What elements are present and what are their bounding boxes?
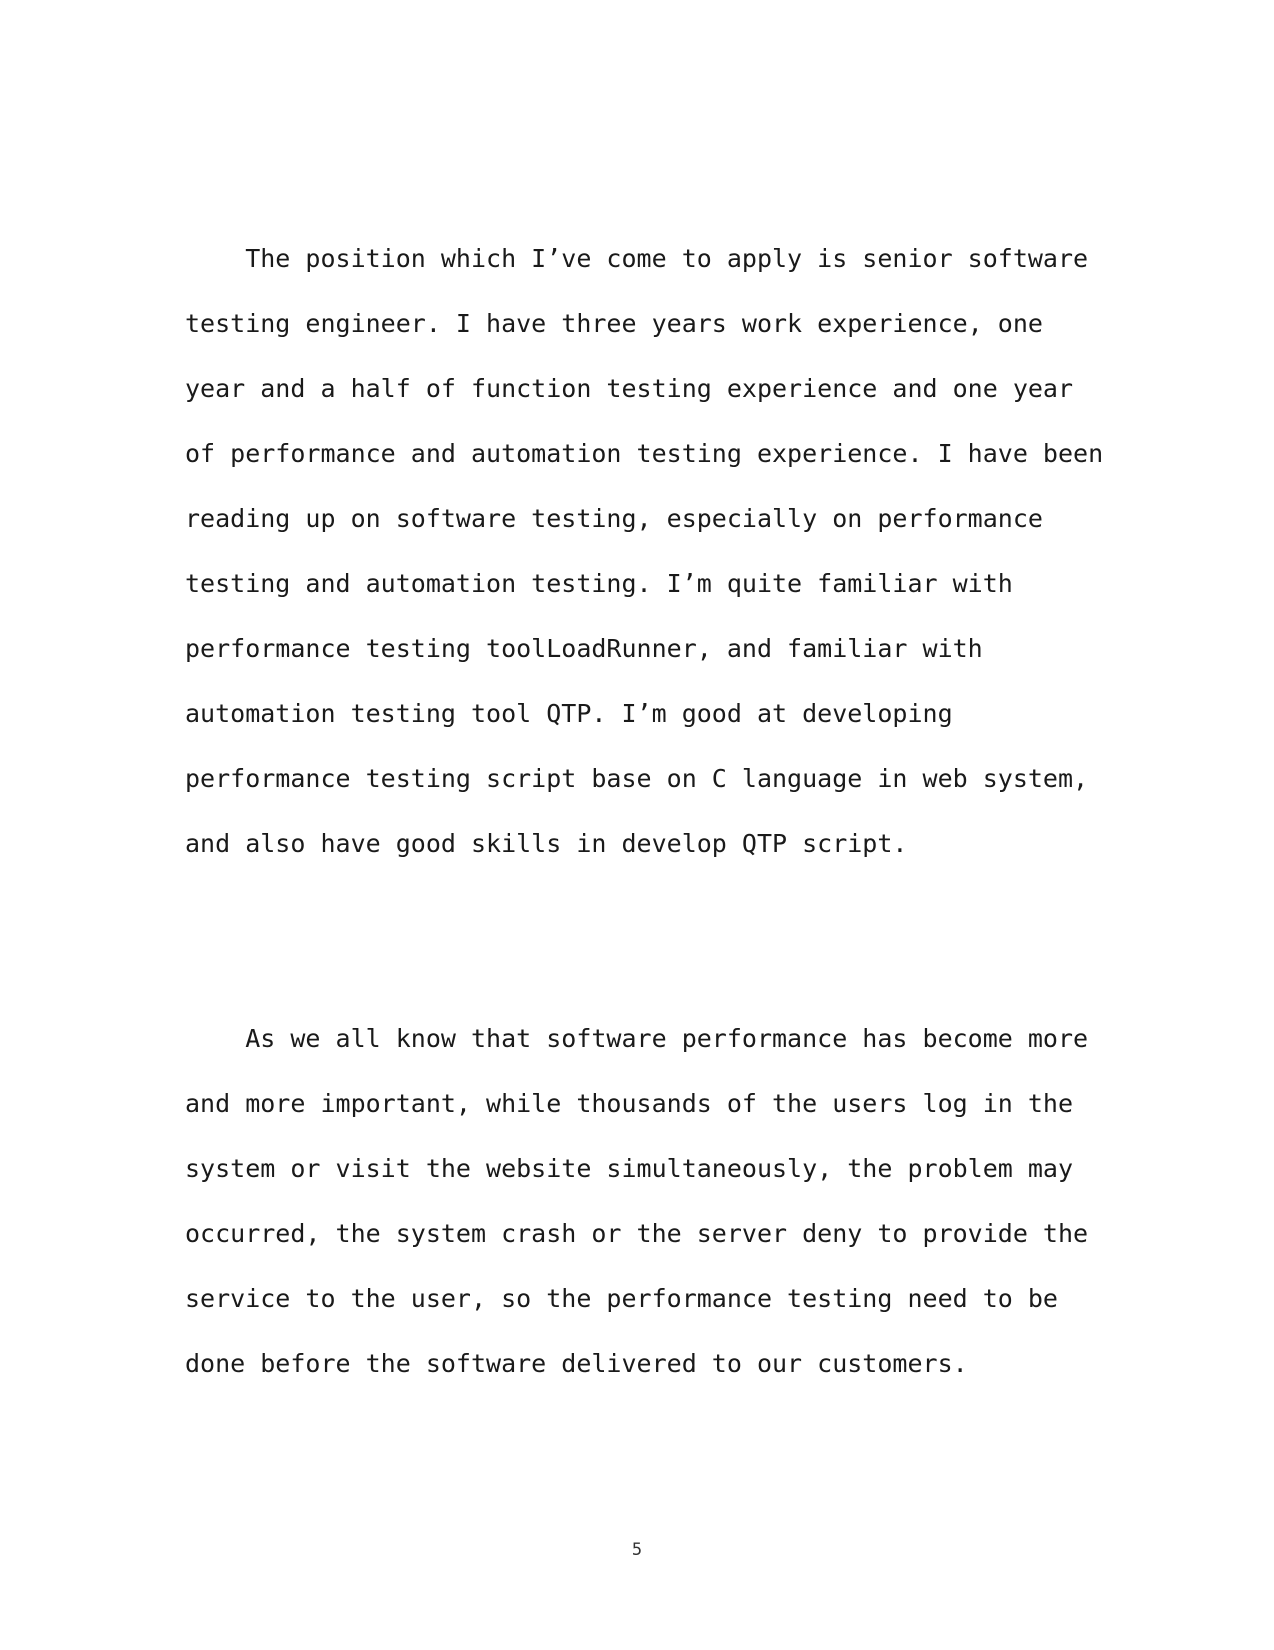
paragraph-2 <box>185 1006 1089 1396</box>
text-line: reading up on software testing, especially on performance <box>185 504 1043 533</box>
paragraph-1 <box>185 226 1104 876</box>
text-line: The position which I’ve come to apply is senior software <box>185 244 1089 273</box>
text-line: of performance and automation testing experience. I have been <box>185 439 1104 468</box>
text-line: done before the software delivered to our customers. <box>185 1349 968 1378</box>
text-line: system or visit the website simultaneously, the problem may <box>185 1154 1074 1183</box>
text-line: testing and automation testing. I’m quite familiar with <box>185 569 1013 598</box>
text-line: automation testing tool QTP. I’m good at developing <box>185 699 953 728</box>
text-line: service to the user, so the performance testing need to be <box>185 1284 1058 1313</box>
text-line: and more important, while thousands of the users log in the <box>185 1089 1074 1118</box>
text-line: and also have good skills in develop QTP script. <box>185 829 908 858</box>
text-line: performance testing script base on C language in web system, <box>185 764 1089 793</box>
text-line: performance testing toolLoadRunner, and familiar with <box>185 634 983 663</box>
text-line: As we all know that software performance has become more <box>185 1024 1089 1053</box>
text-line: year and a half of function testing experience and one year <box>185 374 1074 403</box>
text-line: testing engineer. I have three years work experience, one <box>185 309 1043 338</box>
text-line: occurred, the system crash or the server deny to provide the <box>185 1219 1089 1248</box>
page-number: 5 <box>631 1540 643 1560</box>
